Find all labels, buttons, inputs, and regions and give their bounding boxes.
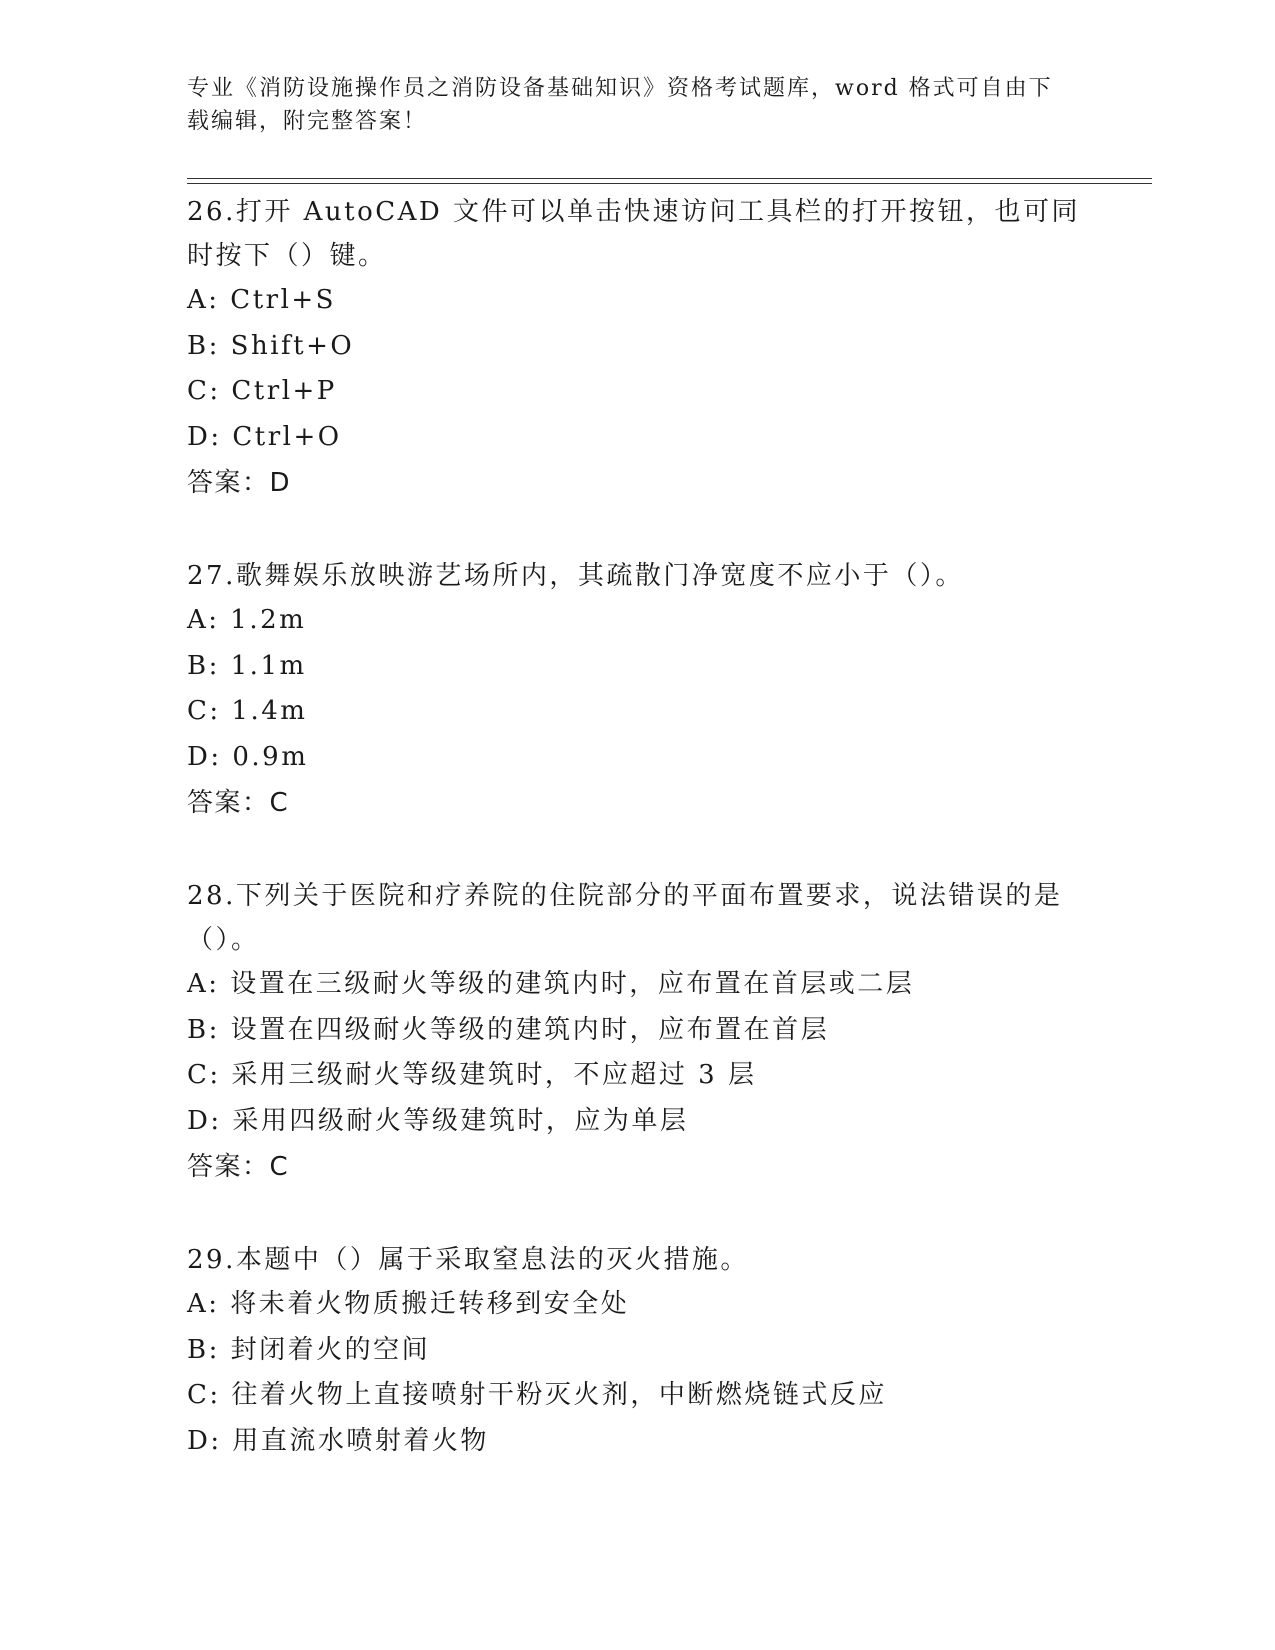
option-c: C: 采用三级耐火等级建筑时，不应超过 3 层: [187, 1060, 757, 1090]
header-divider-top: [187, 178, 1152, 179]
question-26: [187, 190, 1087, 506]
document-header: 专业《消防设施操作员之消防设备基础知识》资格考试题库，word 格式可自由下载编辑，附完整答案！: [187, 76, 1053, 134]
option-c: C: 往着火物上直接喷射干粉灭火剂，中断燃烧链式反应: [187, 1380, 887, 1410]
option-b: B: Shift+O: [187, 330, 355, 361]
option-d: D: 用直流水喷射着火物: [187, 1425, 489, 1456]
header-divider-bottom: [187, 183, 1152, 184]
option-b: B: 设置在四级耐火等级的建筑内时，应布置在首层: [187, 1014, 830, 1045]
question-stem: 29.本题中（）属于采取窒息法的灭火措施。: [187, 1245, 749, 1275]
question-28: [187, 874, 1087, 1190]
option-c: C: Ctrl+P: [187, 376, 337, 406]
option-b: B: 1.1m: [187, 650, 307, 681]
option-a: A: Ctrl+S: [187, 285, 336, 315]
option-d: D: 0.9m: [187, 741, 309, 772]
option-a: A: 1.2m: [187, 605, 307, 635]
question-stem: 27.歌舞娱乐放映游艺场所内，其疏散门净宽度不应小于（）。: [187, 561, 964, 591]
question-stem: 26.打开 AutoCAD 文件可以单击快速访问工具栏的打开按钮，也可同时按下（）键。: [187, 197, 1081, 271]
option-a: A: 将未着火物质搬迁转移到安全处: [187, 1289, 630, 1319]
option-c: C: 1.4m: [187, 696, 308, 726]
answer: 答案：C: [187, 1152, 290, 1182]
answer: 答案：C: [187, 788, 290, 818]
question-stem: 28.下列关于医院和疗养院的住院部分的平面布置要求，说法错误的是（）。: [187, 881, 1063, 955]
option-b: B: 封闭着火的空间: [187, 1334, 431, 1365]
option-d: D: 采用四级耐火等级建筑时，应为单层: [187, 1105, 689, 1136]
question-29: [187, 1238, 1087, 1464]
question-list: [187, 190, 1087, 1512]
option-d: D: Ctrl+O: [187, 421, 342, 452]
answer: 答案：D: [187, 468, 292, 498]
option-a: A: 设置在三级耐火等级的建筑内时，应布置在首层或二层: [187, 969, 915, 999]
question-27: [187, 554, 1087, 826]
